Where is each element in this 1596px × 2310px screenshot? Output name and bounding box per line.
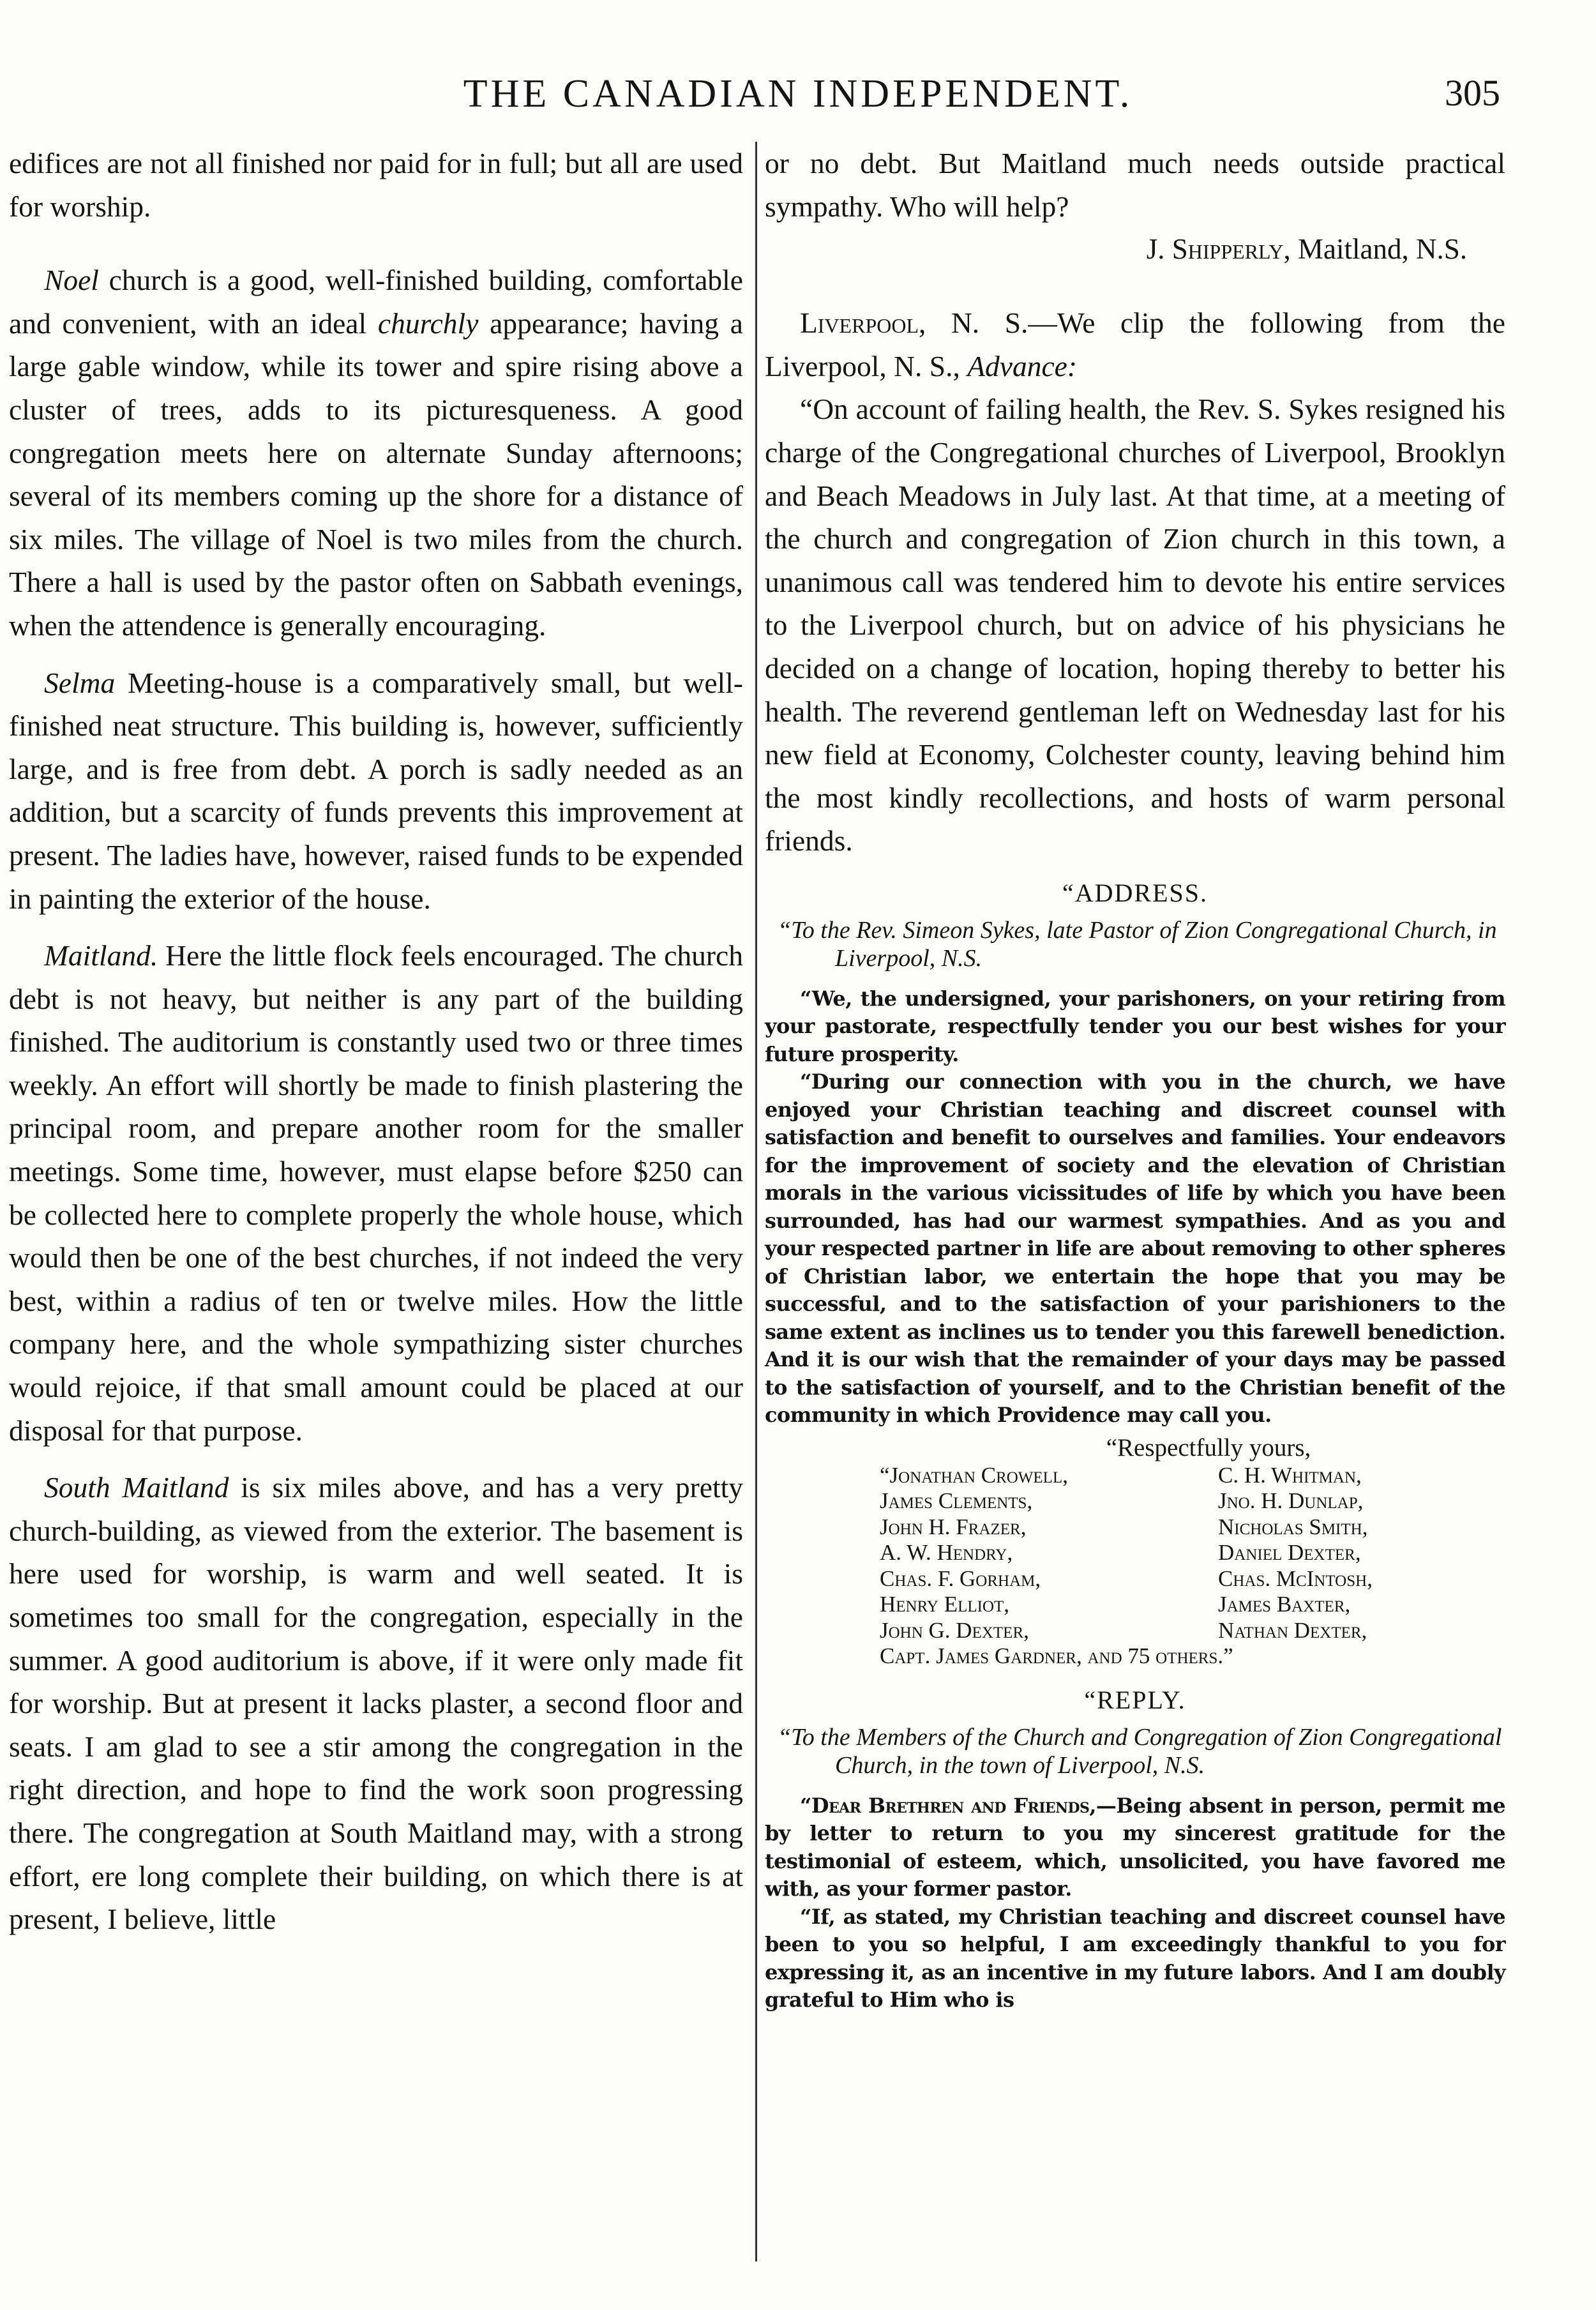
noel-text-b: appearance; having a large gable window, while its tower and spire rising above a cluster of trees, adds to its picturesqueness. A good congregation meets here on alternate Sunday afternoons; several of its members coming up the shore for a distance of six miles. The village of Noel is two miles from the church. There a hall is used by the pastor often on Sabbath evenings, when the attendence is generally encouraging. bbox=[9, 306, 743, 642]
south-maitland-name: South Maitland bbox=[44, 1471, 229, 1504]
left-column bbox=[9, 142, 743, 1941]
liverpool-intro: —We clip the following from the Liverpool, N. S., bbox=[765, 306, 1505, 382]
address-dedication: “To the Rev. Simeon Sykes, late Pastor of Zion Congregational Church, in Liverpool, N.S. bbox=[778, 916, 1497, 972]
signer: Chas. F. Gorham, bbox=[880, 1566, 1041, 1591]
signer: Nicholas Smith, bbox=[1218, 1514, 1368, 1539]
maitland-paragraph bbox=[9, 934, 743, 1452]
reply-heading: “REPLY. bbox=[1084, 1685, 1186, 1714]
signer: Daniel Dexter, bbox=[1218, 1540, 1361, 1566]
journal-title: THE CANADIAN INDEPENDENT. bbox=[463, 72, 1133, 116]
address-paragraph-2: “During our connection with you in the church, we have enjoyed your Christian teaching and discreet counsel with satisfaction and benefit to ourselves and families. Your endeavors for the improvement of society and the elevation of Christian morals in the various vicissitudes of life by which you have been surrounded, has had our warmest sympathies. And as you and your respected partner in life are about removing to other spheres of Christian labor, we entertain the hope that you may be successful, and to the satisfaction of your parishioners to the same extent as inclines us to tender you this farewell benediction. And it is our wish that the remainder of your days may be passed to the satisfaction of yourself, and to the Christian benefit of the community in which Providence may call you. bbox=[765, 1069, 1505, 1428]
selma-text: Meeting-house is a comparatively small, but well-finished neat structure. This building is, however, sufficiently large, and is free from debt. A porch is sadly needed as an addition, but a scarcity of funds prevents this improvement at present. The ladies have, however, raised funds to be expended in painting the exterior of the house. bbox=[9, 666, 743, 915]
right-column bbox=[765, 142, 1505, 2014]
south-maitland-text: is six miles above, and has a very pretty church-building, as viewed from the exterior. The basement is here used for worship, is warm and well seated. It is sometimes too small for the congregation, especially in the summer. A good auditorium is above, if it were only made fit for worship. But at present it lacks plaster, a second floor and seats. I am glad to see a stir among the congregation in the right direction, and hope to find the work soon progressing there. The congregation at South Maitland may, with a strong effort, ere long complete their building, on which there is at present, I believe, little bbox=[9, 1471, 744, 1936]
reply-paragraph-2: “If, as stated, my Christian teaching and discreet counsel have been to you so helpful, I am exceedingly thankful to you for expressing it, as an incentive in my future labors. And I am doubly grateful to Him who is bbox=[765, 1904, 1505, 2012]
signer: Chas. McIntosh, bbox=[1218, 1566, 1373, 1591]
running-header bbox=[0, 72, 1596, 129]
signer: Jno. H. Dunlap, bbox=[1218, 1488, 1364, 1514]
noel-name: Noel bbox=[44, 264, 99, 297]
address-heading: “ADDRESS. bbox=[1062, 878, 1208, 907]
signer: C. H. Whitman, bbox=[1218, 1462, 1362, 1488]
signer: James Baxter, bbox=[1218, 1592, 1351, 1617]
signer: A. W. Hendry, bbox=[880, 1540, 1013, 1566]
signer: James Clements, bbox=[880, 1488, 1033, 1514]
column-divider bbox=[755, 142, 757, 2261]
signers-list bbox=[765, 1463, 1505, 1670]
reply-dedication: “To the Members of the Church and Congregation of Zion Congregational Church, in the town of Liverpool, N.S. bbox=[778, 1723, 1502, 1779]
signature-line bbox=[765, 228, 1505, 271]
signature-name: J. Shipperly, bbox=[1146, 233, 1291, 266]
signer: Henry Elliot, bbox=[880, 1592, 1010, 1617]
right-paragraph-1: or no debt. But Maitland much needs outside practical sympathy. Who will help? bbox=[765, 147, 1505, 223]
liverpool-heading: Liverpool, N. S. bbox=[800, 306, 1028, 340]
reply-salutation: “Dear Brethren and Friends, bbox=[800, 1793, 1096, 1818]
liverpool-quote: “On account of failing health, the Rev. S. Sykes resigned his charge of the Congregational churches of Liverpool, Brooklyn and Beach Meadows in July last. At that time, at a meeting of the church and congregation of Zion church in this town, a unanimous call was tendered him to devote his entire services to the Liverpool church, but on advice of his physicians he decided on a change of location, hoping thereby to better his health. The reverend gentleman left on Wednesday last for his new field at Economy, Colchester county, leaving behind him the most kindly recollections, and hosts of warm personal friends. bbox=[765, 393, 1505, 857]
maitland-name: Maitland. bbox=[44, 939, 158, 972]
selma-paragraph bbox=[9, 661, 743, 921]
noel-paragraph bbox=[9, 259, 743, 647]
south-maitland-paragraph bbox=[9, 1466, 743, 1941]
reply-paragraph-1 bbox=[765, 1792, 1505, 1903]
signer: “Jonathan Crowell, bbox=[880, 1462, 1068, 1488]
noel-em: churchly bbox=[377, 306, 479, 340]
address-paragraph-1: “We, the undersigned, your parishoners, on your retiring from your pastorate, respectfully tender you our best wishes for your future prosperity. bbox=[765, 986, 1505, 1066]
liverpool-paragraph bbox=[765, 301, 1505, 388]
left-paragraph-1: edifices are not all finished nor paid for in full; but all are used for worship. bbox=[9, 147, 743, 223]
noel-text-a: church is a good, well-finished building, comfortable and convenient, with an ideal bbox=[9, 264, 743, 340]
respectfully-line: “Respectfully yours, bbox=[1106, 1433, 1311, 1461]
signature-place: Maitland, N.S. bbox=[1290, 233, 1467, 266]
selma-name: Selma bbox=[44, 666, 116, 699]
signer: Nathan Dexter, bbox=[1218, 1617, 1367, 1643]
maitland-text: Here the little flock feels encouraged. The church debt is not heavy, but neither is any part of the building finished. The auditorium is constantly used two or three times weekly. An effort will shortly be made to finish plastering the principal room, and prepare another room for the smaller meetings. Some time, however, must elapse before $250 can be collected here to complete properly the whole house, which would then be one of the best churches, if not indeed the very best, within a radius of ten or twelve miles. How the little company here, and the whole sympathizing sister churches would rejoice, if that small amount could be placed at our disposal for that purpose. bbox=[9, 939, 743, 1447]
signer: John G. Dexter, bbox=[880, 1617, 1029, 1643]
signer: John H. Frazer, bbox=[880, 1514, 1027, 1539]
reply-text-1: —Being absent in person, permit me by letter to return to you my sincerest gratitude for the testimonial of esteem, which, unsolicited, you have favored me with, as your former pastor. bbox=[765, 1793, 1505, 1901]
liverpool-paper: Advance: bbox=[967, 349, 1077, 382]
signer-last: Capt. James Gardner, and 75 others.” bbox=[880, 1643, 1233, 1669]
page-number: 305 bbox=[1445, 72, 1500, 114]
